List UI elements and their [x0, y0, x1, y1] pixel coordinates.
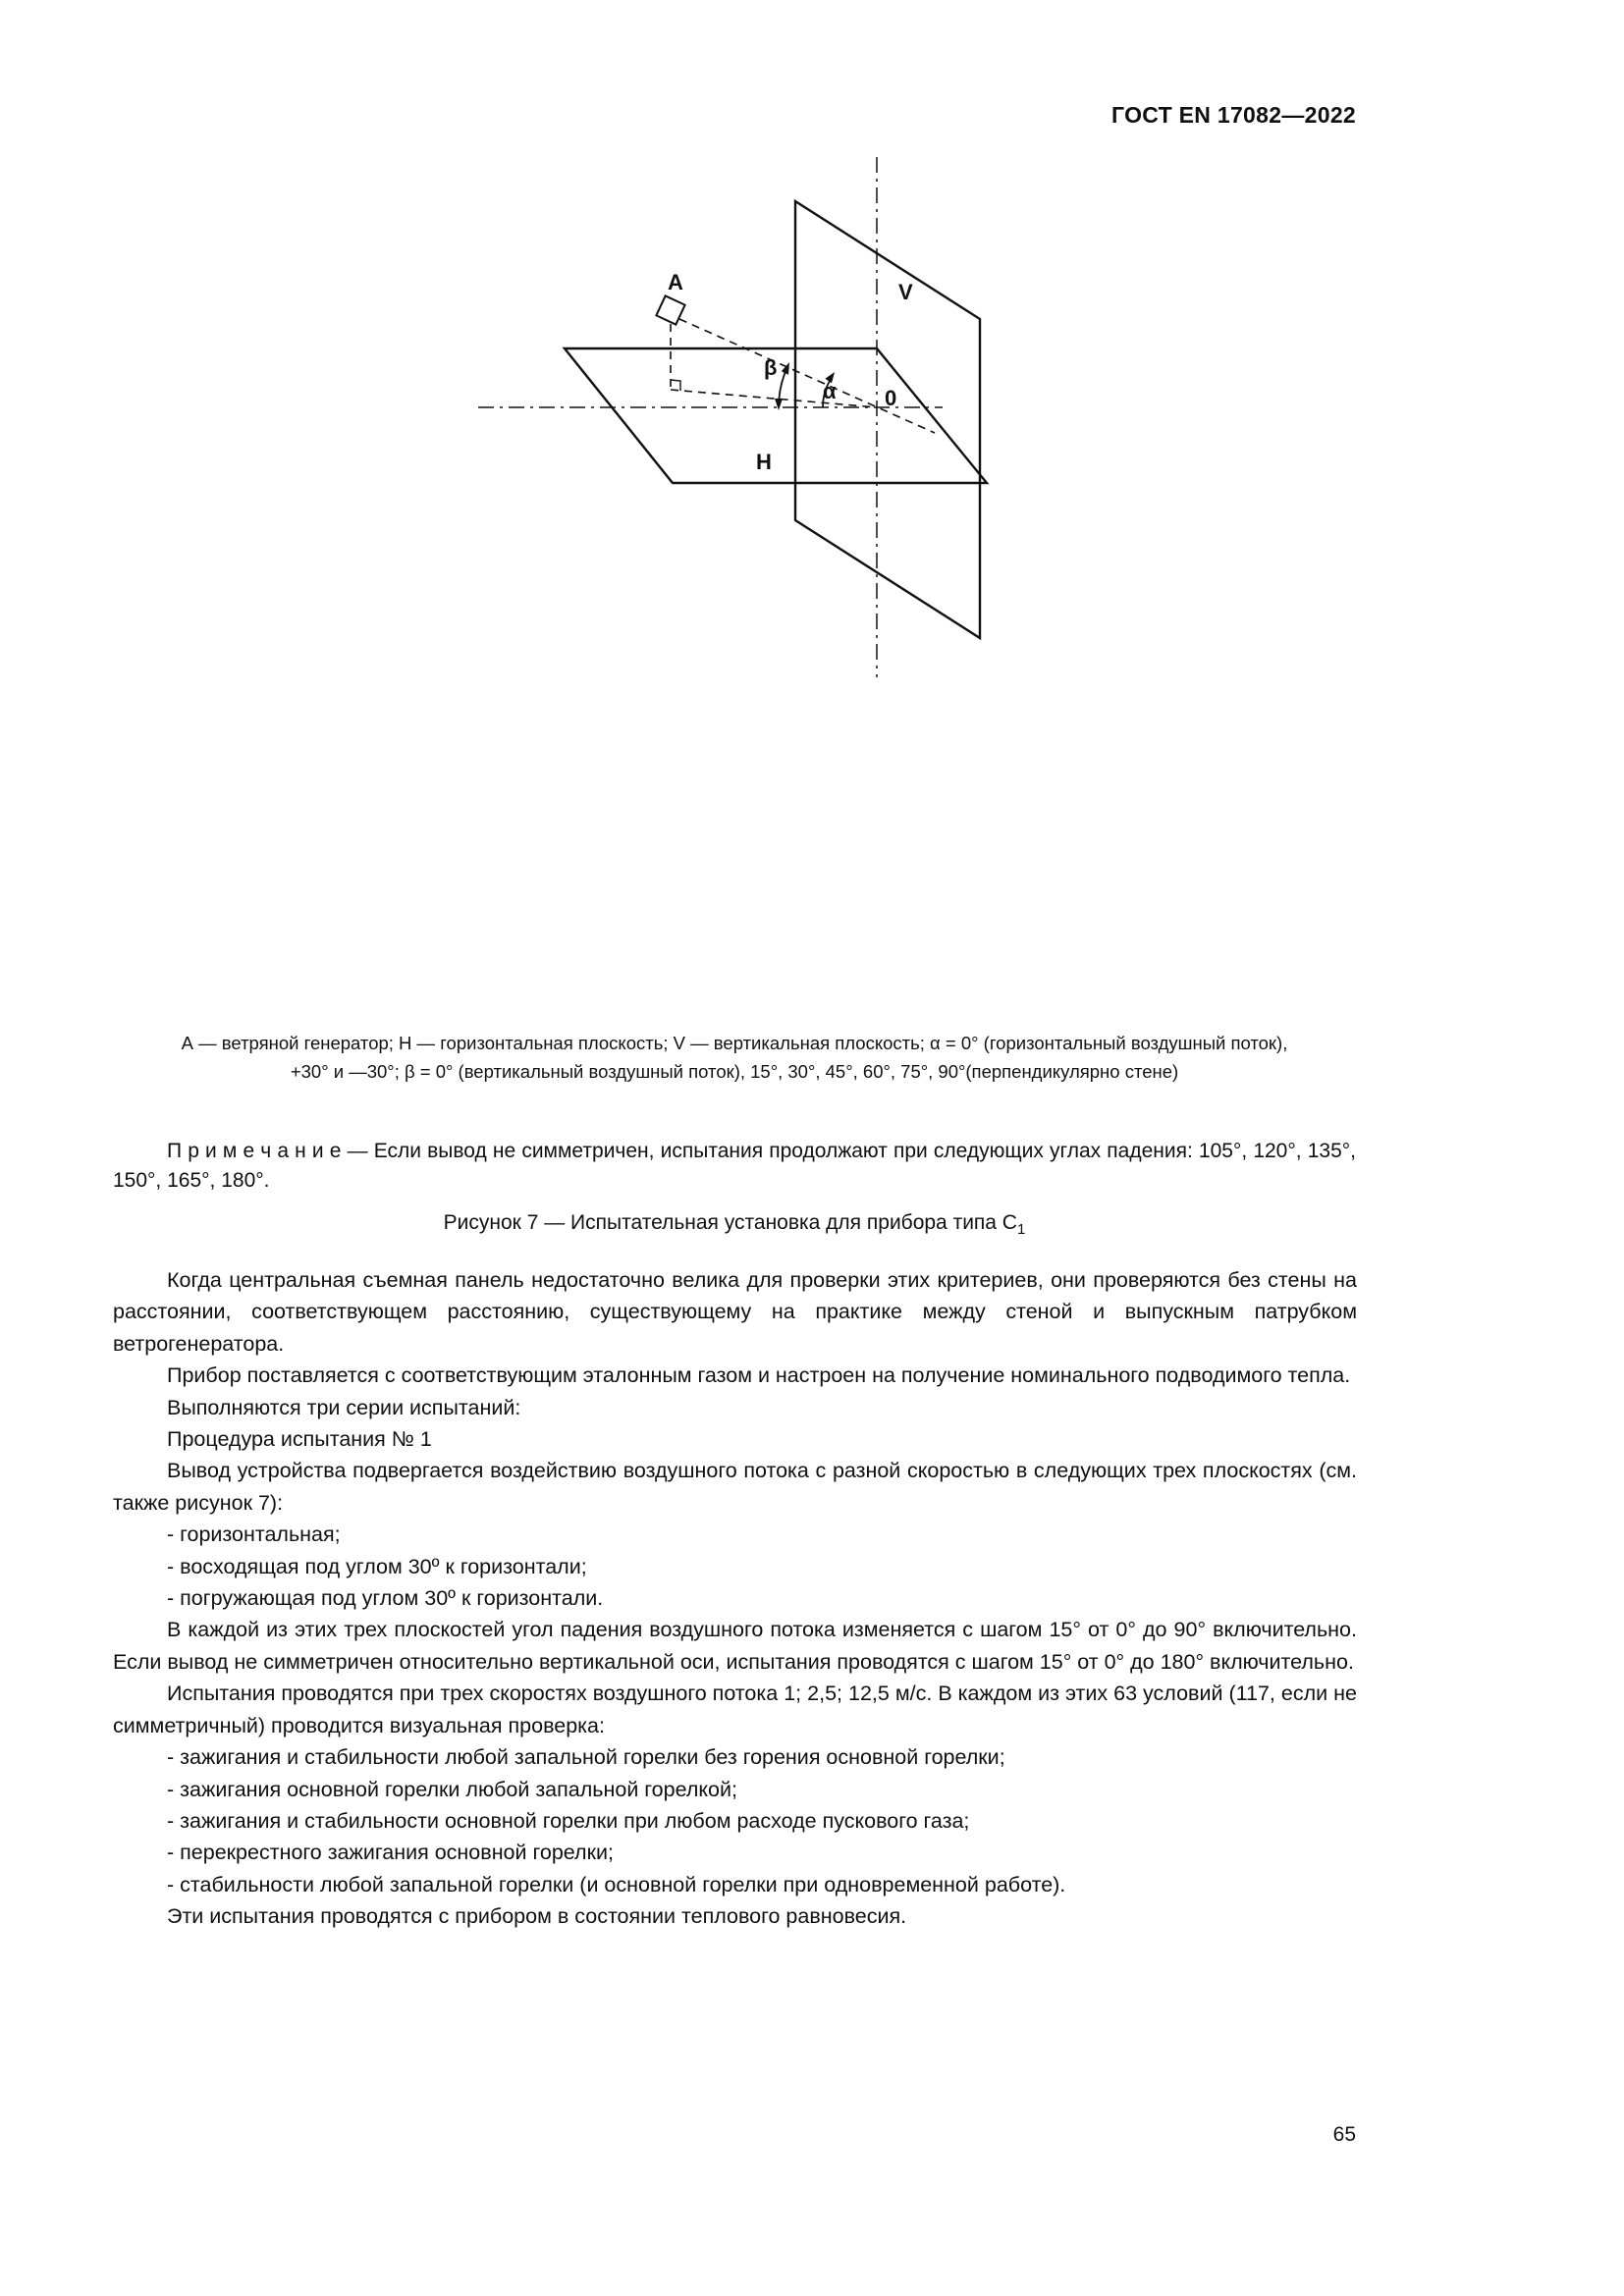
body-paragraph: Эти испытания проводятся с прибором в состоянии теплового равновесия. [167, 1904, 907, 1929]
legend-line: А — ветряной генератор; Н — горизонтальная плоскость; V — вертикальная плоскость; α = 0° (горизонтальный воздушный поток), [181, 1033, 1288, 1053]
body-paragraph: Прибор поставляется с соответствующим эталонным газом и настроен на получение номинального подводимого тепла. [167, 1363, 1351, 1388]
document-code: ГОСТ EN 17082—2022 [1111, 102, 1356, 128]
figure-caption [113, 1211, 1356, 1238]
body-paragraph: - зажигания и стабильности основной горелки при любом расходе пускового газа; [167, 1808, 970, 1833]
projection-line [671, 390, 877, 407]
body-paragraph: Процедура испытания № 1 [167, 1427, 432, 1452]
legend-line: +30° и —30°; β = 0° (вертикальный воздушный поток), 15°, 30°, 45°, 60°, 75°, 90°(перпендикулярно стене) [290, 1061, 1179, 1082]
body-paragraph: - зажигания основной горелки любой запальной горелкой; [167, 1777, 737, 1801]
note-text: — Если вывод не симметричен, испытания продолжают при следующих углах падения: 105°, 120°, 135°, 150°, 165°, 180°. [113, 1140, 1356, 1192]
origin-label: 0 [885, 386, 897, 410]
figure-caption-subscript: 1 [1016, 1221, 1026, 1239]
figure-legend [113, 1029, 1356, 1086]
beta-arrowhead-top [782, 362, 789, 375]
body-paragraph: - восходящая под углом 30º к горизонтали; [167, 1554, 587, 1578]
page-number: 65 [1332, 2123, 1356, 2146]
vertical-plane-label: V [898, 280, 913, 304]
note [113, 1137, 1356, 1195]
beta-label: β [764, 355, 778, 380]
body-paragraph: - зажигания и стабильности любой запальной горелки без горения основной горелки; [167, 1745, 1005, 1770]
body-paragraph: - перекрестного зажигания основной горелки; [167, 1841, 614, 1865]
horizontal-plane-label: H [756, 450, 772, 474]
figure-diagram [324, 147, 1011, 697]
body-text [113, 1264, 1357, 1933]
body-paragraph: Когда центральная съемная панель недостаточно велика для проверки этих критериев, они проверяются без стены на расстоянии, соответствующем расстоянию, существующему на практике между стеной и выпускным патрубком ветрогенератора. [113, 1268, 1357, 1356]
vertical-plane [795, 201, 980, 638]
beta-arrowhead-bottom [775, 399, 783, 410]
body-paragraph: В каждой из этих трех плоскостей угол падения воздушного потока изменяется с шагом 15° от 0° до 90° включительно. Если вывод не симметричен относительно вертикальной оси, испытания проводятся с шагом 15° от 0° до 180° включительно. [113, 1618, 1357, 1674]
body-paragraph: - стабильности любой запальной горелки (и основной горелки при одновременной работе). [167, 1872, 1066, 1896]
body-paragraph: Выполняются три серии испытаний: [167, 1395, 521, 1419]
note-label: П р и м е ч а н и е [167, 1140, 342, 1162]
body-paragraph: Испытания проводятся при трех скоростях воздушного потока 1; 2,5; 12,5 м/с. В каждом из этих 63 условий (117, если не симметричный) проводится визуальная проверка: [113, 1682, 1357, 1737]
sight-line [679, 319, 935, 433]
body-paragraph: - погружающая под углом 30º к горизонтали. [167, 1586, 604, 1611]
alpha-label: α [823, 379, 837, 403]
generator-label: A [668, 270, 683, 294]
figure-caption-text: Рисунок 7 — Испытательная установка для прибора типа С [443, 1211, 1017, 1234]
body-paragraph: Вывод устройства подвергается воздействию воздушного потока с разной скоростью в следующих трех плоскостях (см. также рисунок 7): [113, 1459, 1357, 1515]
body-paragraph: - горизонтальная; [167, 1522, 341, 1547]
